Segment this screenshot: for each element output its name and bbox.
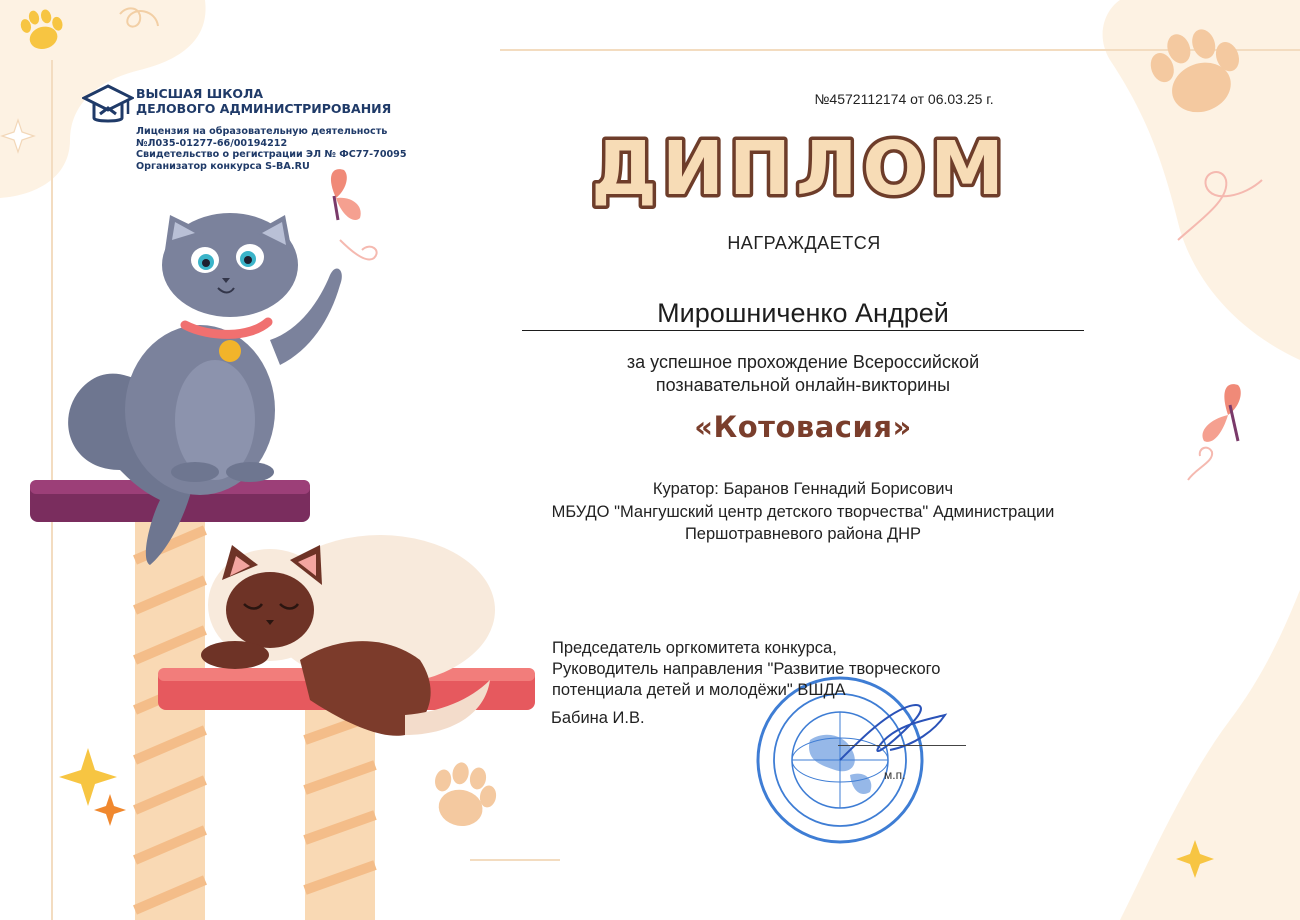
sparkle-icon <box>94 794 126 826</box>
curator-block <box>500 478 1106 546</box>
award-reason-line1: за успешное прохождение Всероссийской <box>626 352 980 372</box>
swirl-decoration <box>340 240 377 259</box>
curator-institution: МБУДО "Мангушский центр детского творчества" Администрации <box>551 502 1055 521</box>
curator-district: Першотравневого района ДНР <box>684 525 922 543</box>
stamp-place-label: м.п. <box>884 768 906 782</box>
organization-name <box>136 86 396 116</box>
awarded-label: НАГРАЖДАЕТСЯ <box>727 233 881 253</box>
diploma-title <box>560 118 1040 218</box>
sparkle-icon <box>59 748 117 806</box>
corner-blob-bottom-right <box>1120 590 1300 920</box>
registration-text: Свидетельство о регистрации ЭЛ № ФС77-70095 <box>136 149 407 160</box>
organization-name-line1: ВЫСШАЯ ШКОЛА <box>136 86 264 101</box>
signer-title-line2: Руководитель направления "Развитие творческого <box>552 660 941 678</box>
organization-details <box>136 126 426 172</box>
signer-title-line1: Председатель оргкомитета конкурса, <box>552 639 837 657</box>
signer-title <box>552 638 1012 701</box>
document-number: №4572112174 от 06.03.25 г. <box>814 91 994 107</box>
organizer-text: Организатор конкурса S-BA.RU <box>136 160 310 172</box>
diploma-title-text: ДИПЛОМ <box>591 126 1009 212</box>
signer-title-line3: потенциала детей и молодёжи" ВШДА <box>552 681 846 699</box>
curator-name: Куратор: Баранов Геннадий Борисович <box>652 480 954 498</box>
license-number: №Л035-01277-66/00194212 <box>136 137 288 149</box>
recipient-underline <box>522 330 1084 331</box>
signature-scribble <box>840 705 945 760</box>
recipient-name: Мирошниченко Андрей <box>657 298 949 328</box>
butterfly-icon <box>331 169 361 220</box>
cat-tree-illustration <box>30 480 535 920</box>
award-reason-line2: познавательной онлайн-викторины <box>655 375 951 395</box>
quiz-name: «Котовасия» <box>694 410 912 444</box>
butterfly-icon <box>1202 384 1240 442</box>
swirl-decoration <box>1188 448 1212 480</box>
license-text: Лицензия на образовательную деятельность <box>136 126 388 137</box>
graduation-cap-icon <box>82 84 134 130</box>
award-reason <box>540 351 1066 397</box>
organization-name-line2: ДЕЛОВОГО АДМИНИСТРИРОВАНИЯ <box>136 101 392 116</box>
signature-line <box>838 745 966 746</box>
signer-name: Бабина И.В. <box>551 709 645 727</box>
paw-icon <box>428 758 501 831</box>
